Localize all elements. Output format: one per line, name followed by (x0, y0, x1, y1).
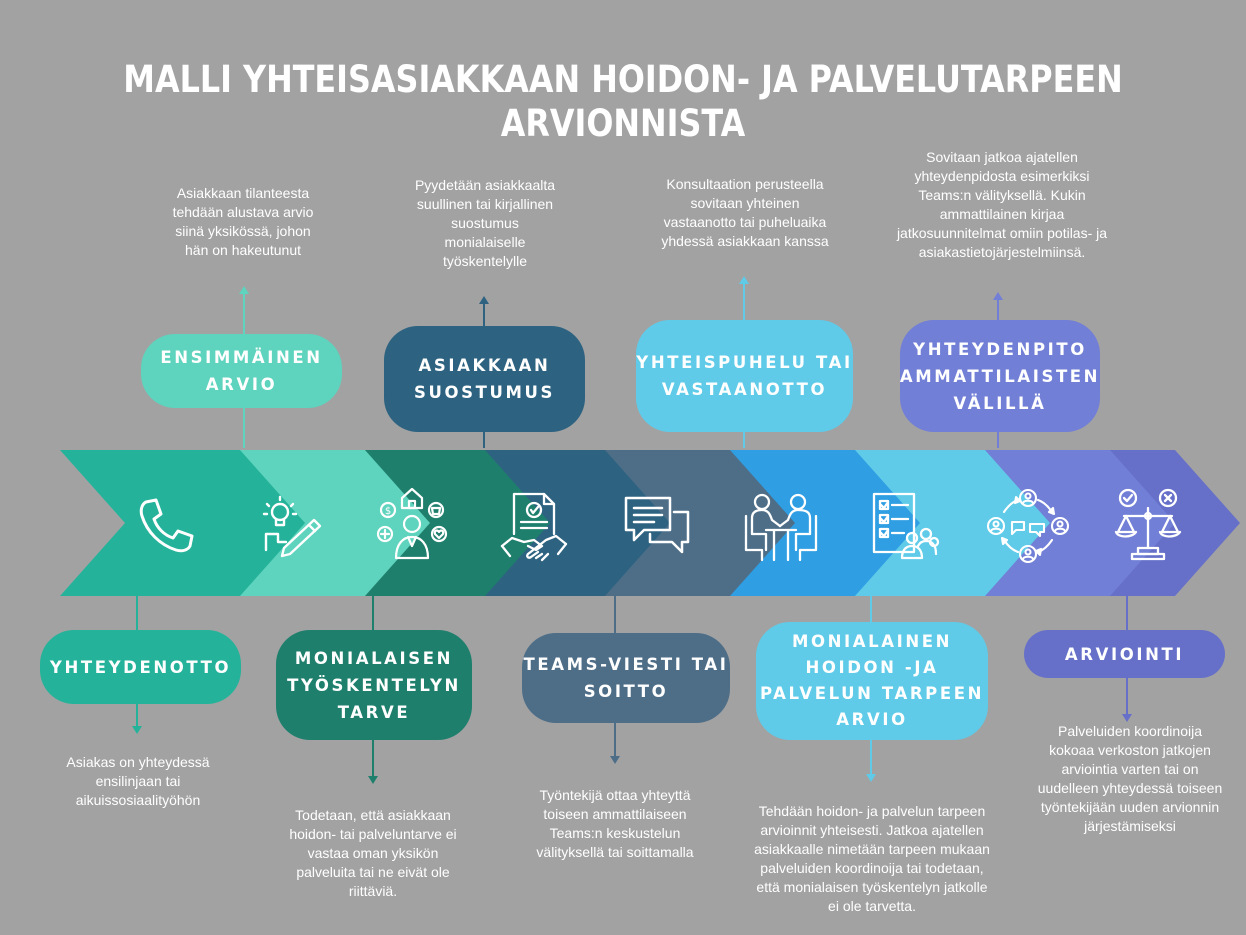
desc-line: suullinen tai kirjallinen (416, 196, 554, 212)
desc-yhteydenpito (868, 148, 1136, 262)
desc-teams (506, 786, 724, 862)
scales-icon (1112, 486, 1184, 562)
desc-line: työskentelylle (442, 253, 528, 269)
pill-line: YHTEYDENOTTO (49, 657, 232, 677)
desc-line: yhdessä asiakkaan kanssa (661, 233, 829, 249)
step-pill-arviointi (1024, 630, 1225, 678)
step-pill-yhteydenpito (900, 320, 1100, 432)
desc-line: hän on hakeutunut (185, 242, 301, 258)
desc-ensimmainen-arvio (140, 184, 346, 260)
pill-line: VASTAANOTTO (661, 380, 828, 399)
desc-line: Teams:n välityksellä. Kukin (918, 187, 1086, 203)
desc-line: hoidon- tai palveluntarve ei (289, 826, 457, 842)
idea-pencil-icon (258, 492, 328, 562)
desc-arviointi (1016, 722, 1244, 836)
checklist-people-icon (868, 490, 944, 562)
desc-line: toiseen ammattilaiseen (543, 806, 687, 822)
people-cycle-icon (986, 486, 1070, 566)
svg-text:$: $ (384, 506, 392, 517)
desc-line: vastaa oman yksikön (307, 845, 439, 861)
document-handshake-icon (498, 488, 570, 564)
desc-line: suostumus (451, 215, 519, 231)
desc-line: asiakkaalle nimetään tarpeen mukaan (754, 841, 990, 857)
desc-line: jatkosuunnitelmat omiin potilas- ja (896, 225, 1108, 241)
pill-line: SOITTO (583, 682, 669, 701)
desc-line: Asiakkaan tilanteesta (176, 185, 310, 201)
desc-line: että monialaisen työskentelyn jatkolle (756, 879, 988, 895)
desc-asiakkaan-suostumus (380, 176, 590, 271)
desc-monialainen-arvio (730, 802, 1014, 916)
desc-line: Tehdään hoidon- ja palvelun tarpeen (758, 803, 986, 819)
step-pill-teams (522, 633, 730, 723)
desc-yhteispuhelu (620, 175, 870, 251)
desc-line: Sovitaan jatkoa ajatellen (926, 149, 1078, 165)
desc-line: riittäviä. (348, 883, 398, 899)
desc-line: Pyydetään asiakkaalta (414, 177, 556, 193)
pill-line: SUOSTUMUS (414, 383, 555, 402)
desc-line: arvioinnit yhteisesti. Jatkoa ajatellen (760, 822, 984, 838)
desc-line: palveluita tai ne eivät ole (296, 864, 450, 880)
phone-icon (130, 492, 200, 562)
desc-line: Asiakas on yhteydessä (66, 754, 210, 770)
desc-line: työntekijään uuden arvionnin (1040, 799, 1220, 815)
desc-line: sovitaan yhteinen (690, 195, 800, 211)
desc-line: Todetaan, että asiakkaan (295, 807, 451, 823)
pill-line: PALVELUN TARPEEN (759, 684, 984, 703)
pill-line: YHTEISPUHELU TAI (636, 353, 853, 372)
desc-line: aikuissosiaalityöhön (75, 792, 201, 808)
pill-line: TYÖSKENTELYN (287, 675, 461, 695)
pill-line: TEAMS-VIESTI TAI (523, 655, 729, 674)
pill-line: AMMATTILAISTEN (899, 366, 1101, 386)
desc-line: palveluiden koordinoija tai todetaan, (760, 860, 984, 876)
pill-line: MONIALAISEN (294, 648, 454, 668)
desc-yhteydenotto (38, 753, 238, 810)
desc-line: ei ole tarvetta. (828, 898, 916, 914)
desc-line: yhteydenpidosta esimerkiksi (914, 168, 1090, 184)
pill-line: TARVE (337, 702, 411, 722)
meeting-icon (740, 490, 822, 562)
pill-line: YHTEYDENPITO (913, 339, 1087, 359)
pill-line: ENSIMMÄINEN (160, 348, 323, 367)
desc-line: monialaiselle (444, 234, 526, 250)
pill-line: ARVIO (205, 375, 278, 394)
title-line-1: MALLI YHTEISASIAKKAAN HOIDON- JA PALVELUTARPEEN (123, 58, 1123, 101)
step-pill-asiakkaan-suostumus (384, 326, 585, 432)
step-pill-monialainen-arvio (756, 622, 988, 740)
title-line-2: ARVIONNISTA (500, 102, 746, 145)
desc-line: uudelleen yhteydessä toiseen (1037, 780, 1223, 796)
desc-line: siinä yksikössä, johon (175, 223, 311, 239)
network-person-icon (372, 484, 452, 564)
step-pill-ensimmainen-arvio (141, 334, 342, 408)
desc-line: asiakastietojärjestelmiinsä. (918, 244, 1086, 260)
desc-line: ensilinjaan tai (95, 773, 181, 789)
chat-bubbles-icon (622, 492, 692, 562)
desc-line: Palveluiden koordinoija (1058, 723, 1202, 739)
step-pill-monialaisen-tarve (276, 630, 472, 740)
desc-line: järjestämiseksi (1084, 818, 1176, 834)
desc-line: tehdään alustava arvio (172, 204, 314, 220)
step-pill-yhteispuhelu (636, 320, 853, 432)
step-pill-yhteydenotto (40, 630, 241, 704)
desc-line: välityksellä tai soittamalla (536, 844, 694, 860)
pill-line: ARVIO (836, 710, 908, 729)
desc-line: arviointia varten tai on (1061, 761, 1199, 777)
desc-line: vastaanotto tai puheluaika (663, 214, 827, 230)
desc-line: Konsultaation perusteella (666, 176, 824, 192)
desc-line: ammattilainen kirjaa (939, 206, 1065, 222)
desc-line: Teams:n keskustelun (549, 825, 681, 841)
pill-line: ASIAKKAAN (418, 356, 551, 375)
pill-line: MONIALAINEN (791, 632, 953, 651)
pill-line: HOIDON -JA (805, 658, 939, 677)
desc-line: Työntekijä ottaa yhteyttä (539, 787, 691, 803)
desc-monialaisen-tarve (262, 806, 484, 901)
desc-line: kokoaa verkoston jatkojen (1049, 742, 1211, 758)
pill-line: ARVIOINTI (1064, 644, 1185, 664)
pill-line: VÄLILLÄ (953, 393, 1047, 413)
